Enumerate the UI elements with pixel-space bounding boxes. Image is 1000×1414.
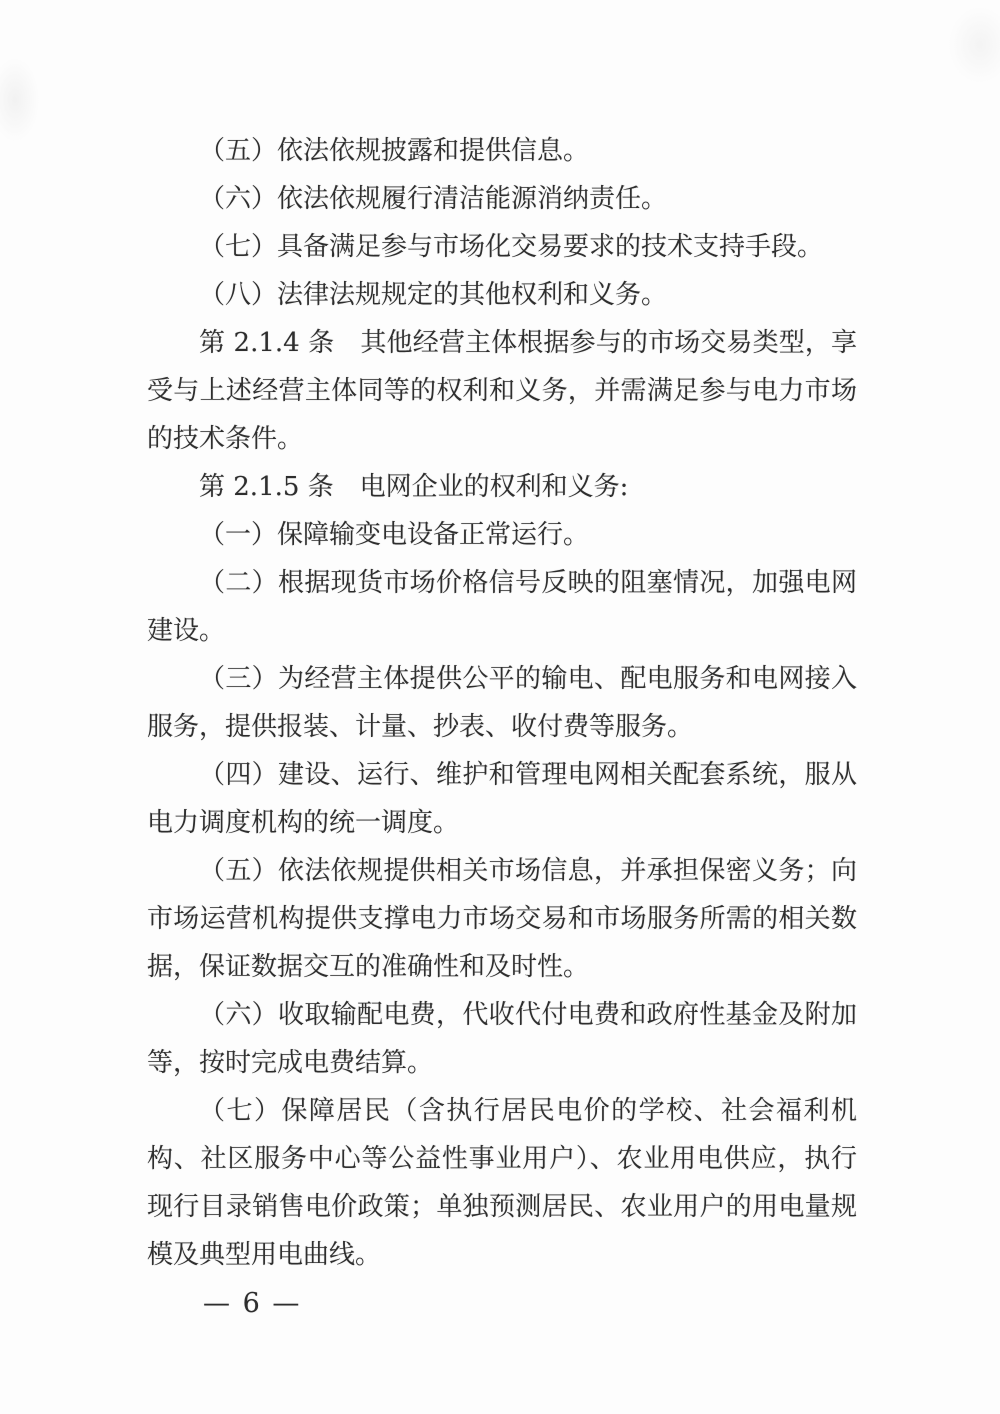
paragraph: （四）建设、运行、维护和管理电网相关配套系统，服从电力调度机构的统一调度。 [147, 760, 857, 838]
paragraph: （一）保障输变电设备正常运行。 [199, 520, 590, 550]
paragraph: （六）收取输配电费，代收代付电费和政府性基金及附加等，按时完成电费结算。 [147, 1000, 857, 1078]
scan-artifact [935, 0, 1000, 100]
scan-artifact [0, 40, 50, 160]
paragraph-clause: 第 2.1.4 条 其他经营主体根据参与的市场交易类型，享受与上述经营主体同等的权利和义务，并需满足参与电力市场的技术条件。 [147, 328, 857, 454]
paragraph: （六）依法依规履行清洁能源消纳责任。 [199, 184, 668, 214]
paragraph: （七）具备满足参与市场化交易要求的技术支持手段。 [199, 232, 824, 262]
page-number: — 6 — [203, 1288, 302, 1319]
paragraph: （五）依法依规提供相关市场信息，并承担保密义务；向市场运营机构提供支撑电力市场交易和市场服务所需的相关数据，保证数据交互的准确性和及时性。 [147, 856, 857, 982]
paragraph-clause: 第 2.1.5 条 电网企业的权利和义务: [199, 472, 629, 502]
paragraph: （五）依法依规披露和提供信息。 [199, 136, 590, 166]
paragraph: （二）根据现货市场价格信号反映的阻塞情况，加强电网建设。 [147, 568, 857, 646]
document-body [147, 127, 857, 1279]
paragraph: （三）为经营主体提供公平的输电、配电服务和电网接入服务，提供报装、计量、抄表、收付费等服务。 [147, 664, 857, 742]
paragraph: （八）法律法规规定的其他权利和义务。 [199, 280, 668, 310]
paragraph: （七）保障居民（含执行居民电价的学校、社会福利机构、社区服务中心等公益性事业用户）、农业用电供应，执行现行目录销售电价政策；单独预测居民、农业用户的用电量规模及典型用电曲线。 [147, 1096, 857, 1270]
